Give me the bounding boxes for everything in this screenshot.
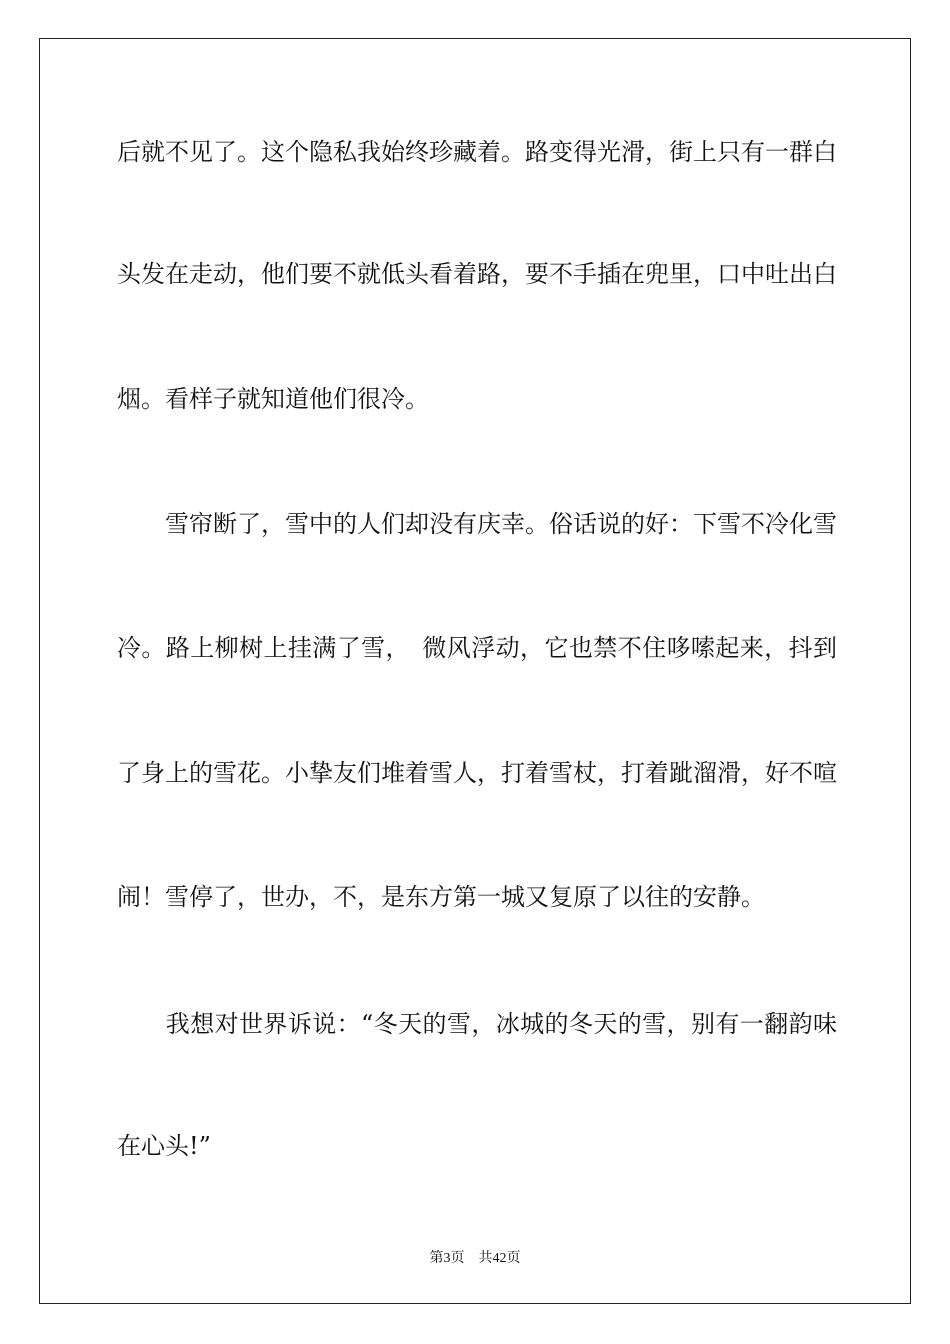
paragraph-line: 头发在走动，他们要不就低头看着路，要不手插在兜里，口中吐出白	[117, 260, 837, 288]
paragraph-line: 了身上的雪花。小挚友们堆着雪人，打着雪杖，打着跐溜滑，好不喧	[117, 759, 837, 787]
page-border	[39, 38, 911, 1304]
page-footer	[0, 1250, 950, 1268]
page-total: 共42页	[478, 1251, 521, 1266]
paragraph-line: 烟。看样子就知道他们很冷。	[117, 385, 429, 413]
paragraph-line: 冷。路上柳树上挂满了雪， 微风浮动，它也禁不住哆嗦起来，抖到	[117, 634, 837, 662]
paragraph-line: 后就不见了。这个隐私我始终珍藏着。路变得光滑，街上只有一群白	[117, 138, 837, 166]
paragraph-line: 我想对世界诉说：“冬天的雪，冰城的冬天的雪，别有一翻韵味	[117, 1010, 837, 1038]
paragraph-line: 闹！雪停了，世办，不，是东方第一城又复原了以往的安静。	[117, 883, 765, 911]
page-number: 第3页	[429, 1251, 465, 1266]
paragraph-line: 雪帘断了，雪中的人们却没有庆幸。俗话说的好：下雪不冷化雪	[117, 510, 837, 538]
paragraph-line: 在心头!”	[117, 1132, 211, 1160]
